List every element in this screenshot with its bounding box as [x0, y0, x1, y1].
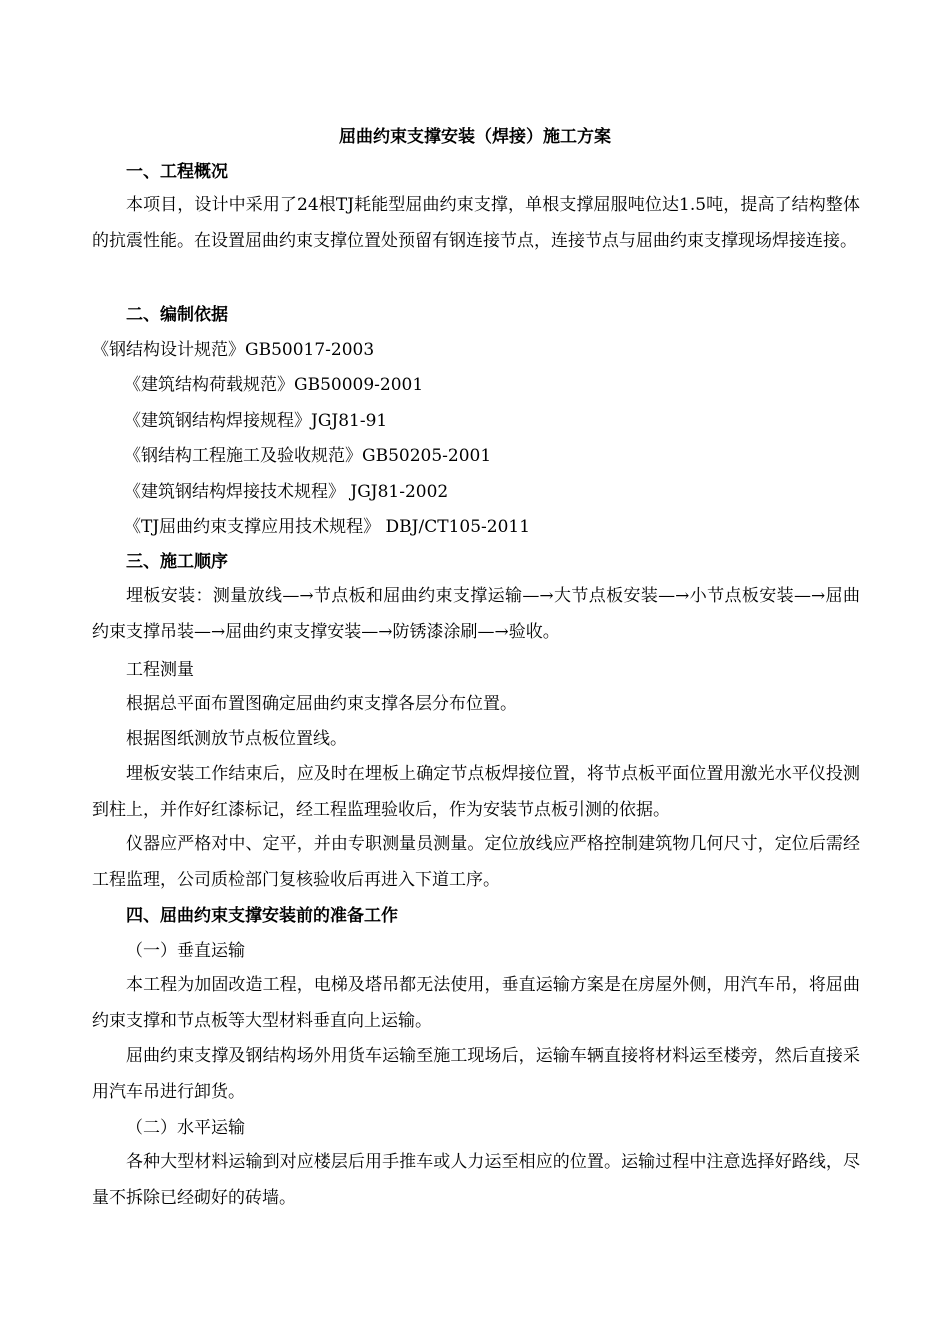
- reference-item: 《TJ屈曲约束支撑应用技术规程》 DBJ/CT105-2011: [124, 517, 531, 537]
- reference-item: 《钢结构设计规范》GB50017-2003: [92, 340, 375, 360]
- section-1-heading: 一、工程概况: [126, 162, 228, 182]
- reference-item: 《建筑钢结构焊接技术规程》 JGJ81-2002: [124, 482, 449, 502]
- subheading-survey: 工程测量: [126, 660, 194, 680]
- reference-item: 《建筑钢结构焊接规程》JGJ81-91: [124, 411, 388, 431]
- survey-paragraph: 埋板安装工作结束后，应及时在埋板上确定节点板焊接位置，将节点板平面位置用激光水平仪投测到柱上，并作好红漆标记，经工程监理验收后，作为安装节点板引测的依据。: [92, 764, 860, 820]
- document-title: 屈曲约束支撑安装（焊接）施工方案: [339, 127, 611, 147]
- reference-item: 《钢结构工程施工及验收规范》GB50205-2001: [124, 446, 492, 466]
- survey-paragraph: 仪器应严格对中、定平，并由专职测量员测量。定位放线应严格控制建筑物几何尺寸，定位后需经工程监理，公司质检部门复核验收后再进入下道工序。: [92, 834, 860, 890]
- horizontal-transport-paragraph: 各种大型材料运输到对应楼层后用手推车或人力运至相应的位置。运输过程中注意选择好路线，尽量不拆除已经砌好的砖墙。: [92, 1152, 860, 1208]
- survey-paragraph: 根据总平面布置图确定屈曲约束支撑各层分布位置。: [126, 694, 517, 714]
- reference-item: 《建筑结构荷载规范》GB50009-2001: [124, 375, 424, 395]
- subheading-horizontal-transport: （二）水平运输: [126, 1118, 245, 1138]
- sequence-paragraph: 埋板安装：测量放线—→节点板和屈曲约束支撑运输—→大节点板安装—→小节点板安装—→屈曲约束支撑吊装—→屈曲约束支撑安装—→防锈漆涂刷—→验收。: [92, 586, 860, 642]
- section-4-heading: 四、屈曲约束支撑安装前的准备工作: [126, 906, 398, 926]
- subheading-vertical-transport: （一）垂直运输: [126, 941, 245, 961]
- section-3-heading: 三、施工顺序: [126, 552, 228, 572]
- section-1-paragraph: 本项目，设计中采用了24根TJ耗能型屈曲约束支撑，单根支撑屈服吨位达1.5吨，提高了结构整体的抗震性能。在设置屈曲约束支撑位置处预留有钢连接节点，连接节点与屈曲约束支撑现场焊接连接。: [92, 195, 860, 251]
- survey-paragraph: 根据图纸测放节点板位置线。: [126, 729, 347, 749]
- section-2-heading: 二、编制依据: [126, 305, 228, 325]
- vertical-transport-paragraph: 屈曲约束支撑及钢结构场外用货车运输至施工现场后，运输车辆直接将材料运至楼旁，然后直接采用汽车吊进行卸货。: [92, 1046, 860, 1102]
- vertical-transport-paragraph: 本工程为加固改造工程，电梯及塔吊都无法使用，垂直运输方案是在房屋外侧，用汽车吊，将屈曲约束支撑和节点板等大型材料垂直向上运输。: [92, 975, 860, 1031]
